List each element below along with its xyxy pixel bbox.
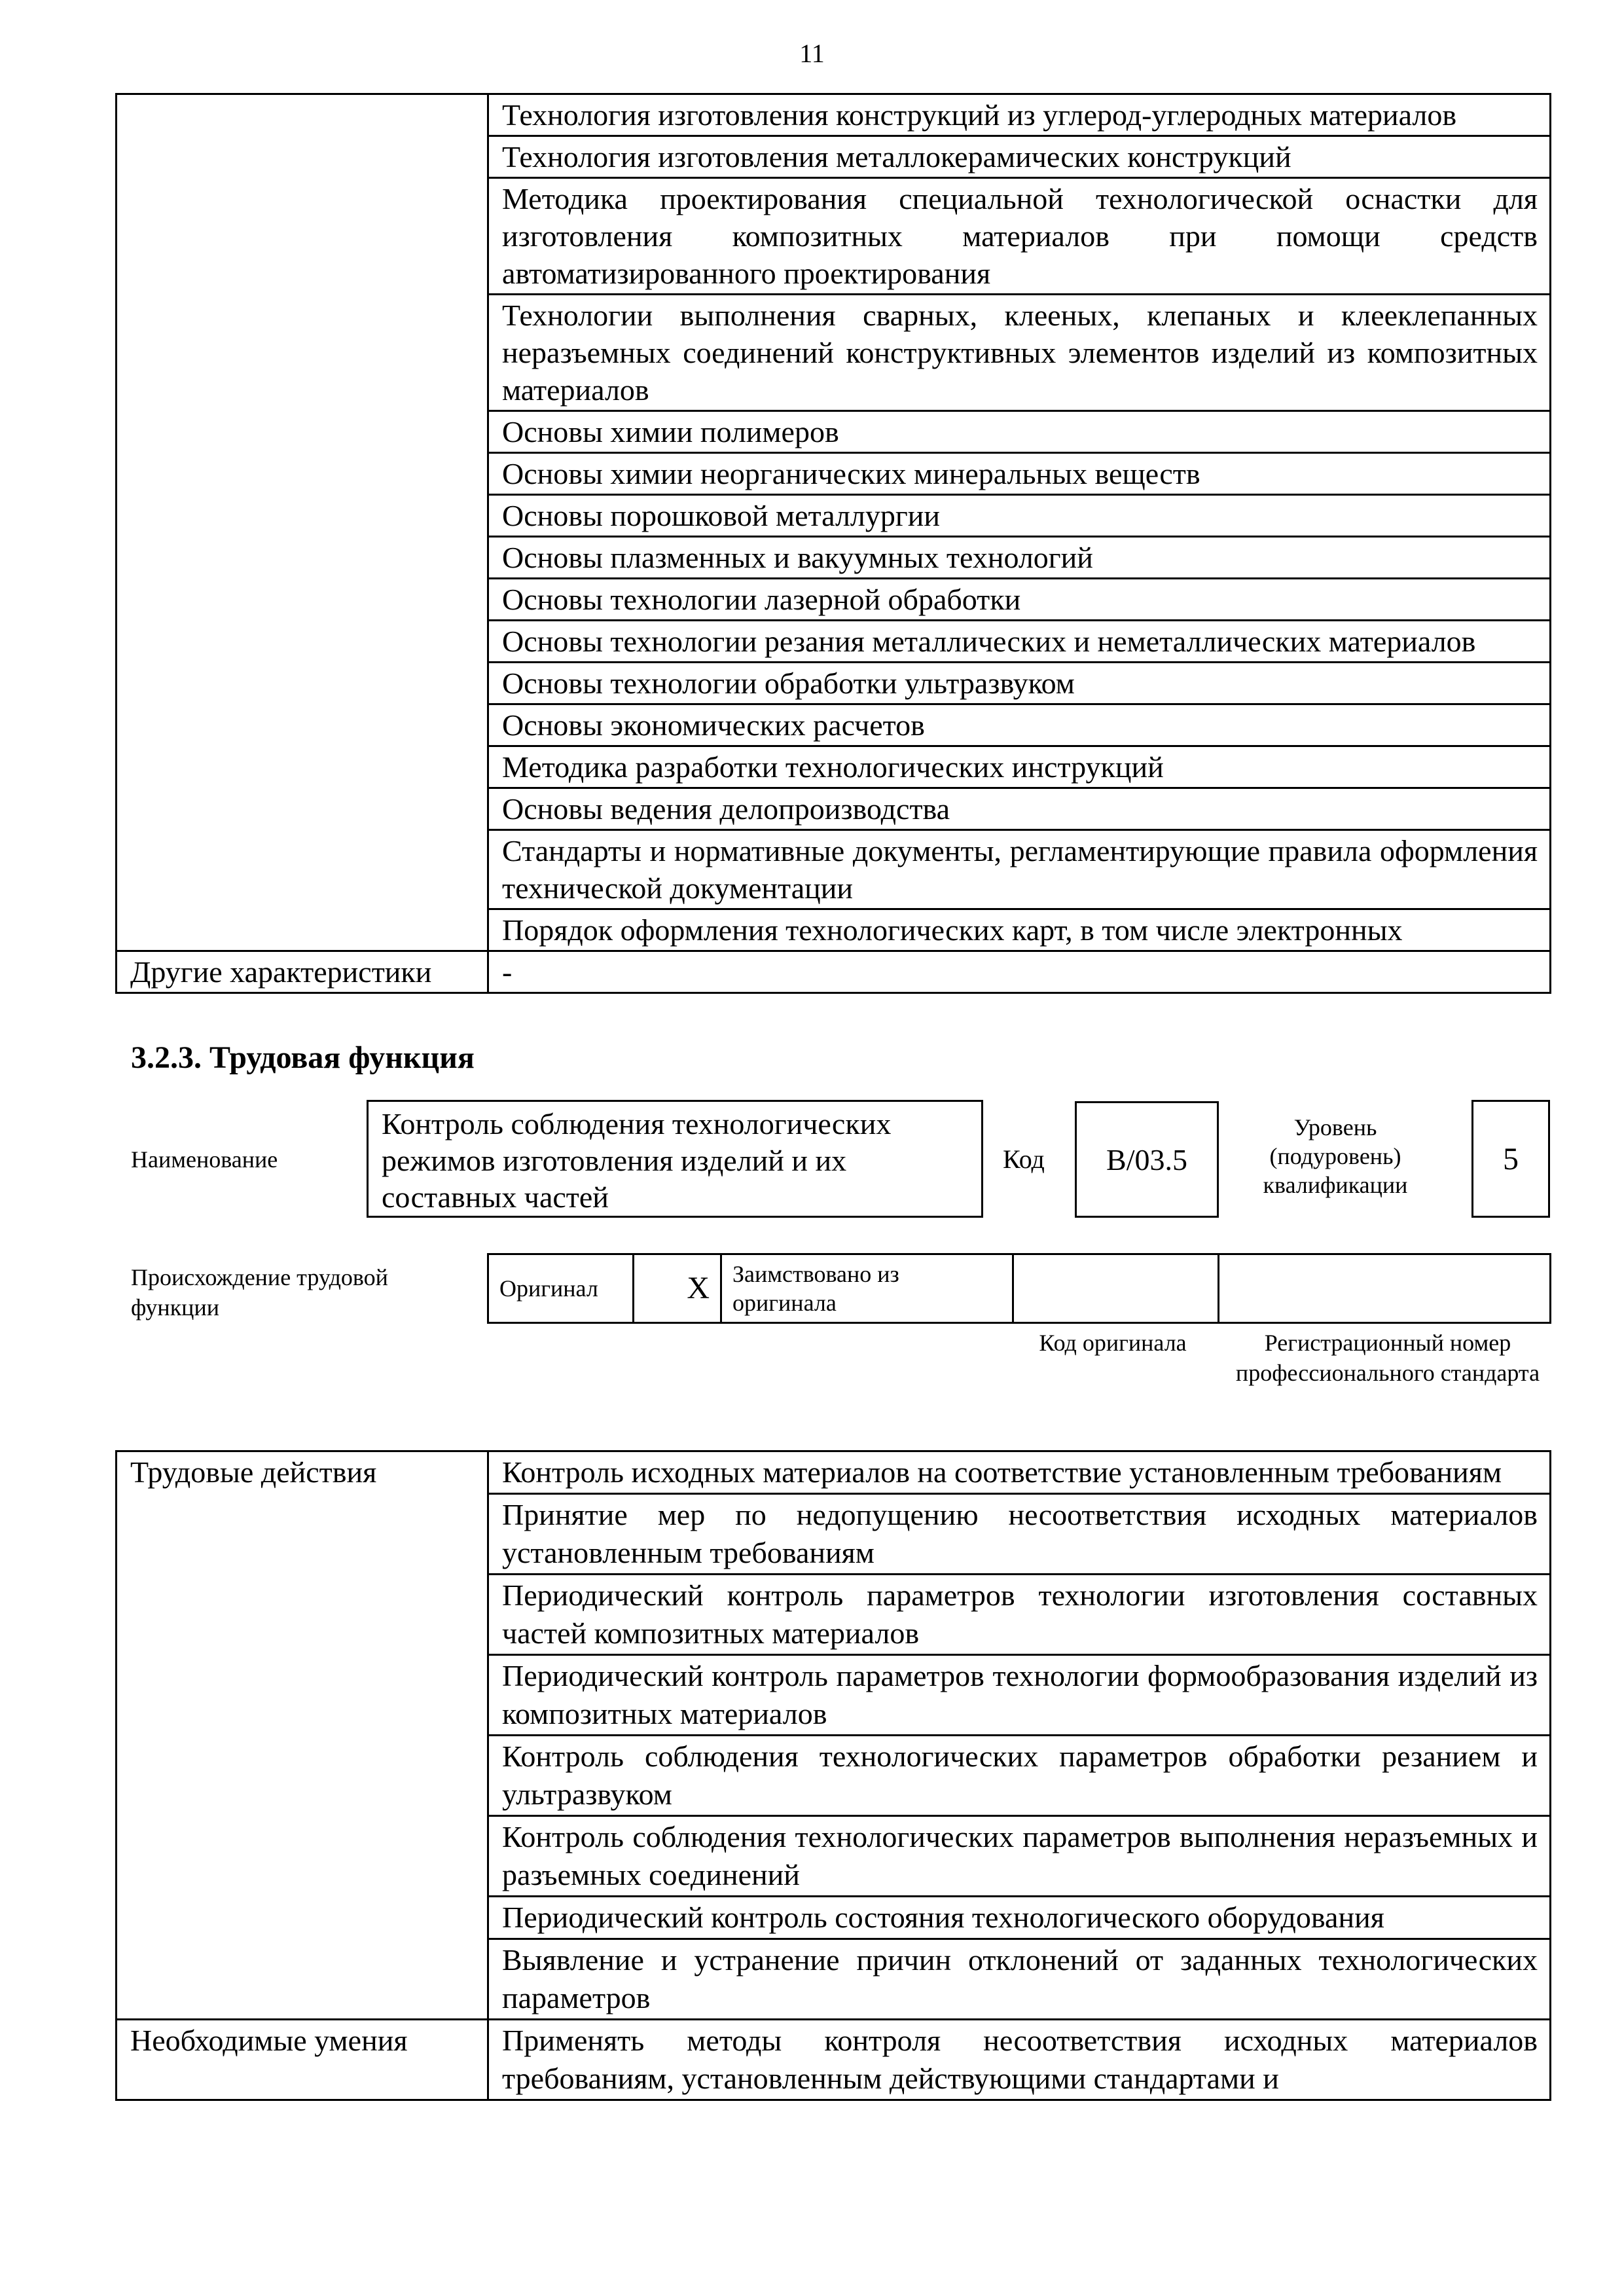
- knowledge-label-cell: [117, 94, 488, 951]
- table-row: [117, 951, 1551, 993]
- knowledge-item: Технология изготовления металлокерамических конструкций: [488, 136, 1551, 178]
- skill-item: Применять методы контроля несоответствия исходных материалов требованиям, установленным действующими стандартами и: [488, 2020, 1551, 2100]
- knowledge-item: Основы технологии резания металлических и неметаллических материалов: [488, 621, 1551, 663]
- original-code-cell: [1013, 1254, 1219, 1323]
- knowledge-item: Основы порошковой металлургии: [488, 495, 1551, 537]
- origin-label: Происхождение трудовой функции: [131, 1264, 388, 1321]
- knowledge-item: Основы химии неорганических минеральных веществ: [488, 453, 1551, 495]
- page-number: 11: [799, 39, 825, 68]
- name-label: Наименование: [131, 1146, 278, 1173]
- registration-number-cell: [1219, 1254, 1551, 1323]
- qualification-level-label: Уровень (подуровень) квалификации: [1263, 1114, 1408, 1198]
- original-code-caption: Код оригинала: [1039, 1330, 1187, 1356]
- other-characteristics-label: Другие характеристики: [117, 951, 488, 993]
- table-row: [117, 94, 1551, 136]
- registration-number-caption: Регистрационный номер профессионального стандарта: [1235, 1330, 1540, 1386]
- knowledge-item: Основы экономических расчетов: [488, 704, 1551, 746]
- skills-label: Необходимые умения: [117, 2020, 488, 2100]
- labor-action-item: Периодический контроль параметров технологии изготовления составных частей композитных материалов: [488, 1575, 1551, 1655]
- knowledge-item: Порядок оформления технологических карт, в том числе электронных: [488, 909, 1551, 951]
- knowledge-table: [115, 93, 1551, 994]
- labor-actions-table: [115, 1450, 1551, 2101]
- labor-action-item: Периодический контроль параметров технологии формообразования изделий из композитных материалов: [488, 1655, 1551, 1736]
- table-row: [117, 1451, 1551, 1494]
- code-label: Код: [1003, 1144, 1045, 1174]
- knowledge-item: Технология изготовления конструкций из углерод-углеродных материалов: [488, 94, 1551, 136]
- labor-actions-label: Трудовые действия: [117, 1451, 488, 2020]
- origin-table: [487, 1253, 1551, 1324]
- section-title: 3.2.3. Трудовая функция: [131, 1040, 475, 1075]
- code-box: B/03.5: [1075, 1101, 1219, 1218]
- labor-action-item: Контроль исходных материалов на соответствие установленным требованиям: [488, 1451, 1551, 1494]
- labor-action-item: Принятие мер по недопущению несоответствия исходных материалов установленным требованиям: [488, 1494, 1551, 1575]
- original-mark: X: [634, 1254, 721, 1323]
- knowledge-item: Технологии выполнения сварных, клееных, клепаных и клееклепанных неразъемных соединений конструктивных элементов изделий из композитных материалов: [488, 295, 1551, 411]
- borrowed-label: Заимствовано из оригинала: [721, 1254, 1013, 1323]
- labor-action-item: Выявление и устранение причин отклонений от заданных технологических параметров: [488, 1939, 1551, 2020]
- labor-action-item: Контроль соблюдения технологических параметров обработки резанием и ультразвуком: [488, 1736, 1551, 1816]
- knowledge-item: Основы ведения делопроизводства: [488, 788, 1551, 830]
- table-row: [117, 2020, 1551, 2100]
- knowledge-item: Основы технологии лазерной обработки: [488, 579, 1551, 621]
- table-row: [488, 1254, 1551, 1323]
- labor-action-item: Контроль соблюдения технологических параметров выполнения неразъемных и разъемных соединений: [488, 1816, 1551, 1897]
- knowledge-item: Стандарты и нормативные документы, регламентирующие правила оформления технической документации: [488, 830, 1551, 909]
- qualification-level-box: 5: [1471, 1100, 1550, 1218]
- knowledge-item: Методика проектирования специальной технологической оснастки для изготовления композитных материалов при помощи средств автоматизированного проектирования: [488, 178, 1551, 295]
- other-characteristics-value: -: [488, 951, 1551, 993]
- knowledge-item: Основы плазменных и вакуумных технологий: [488, 537, 1551, 579]
- knowledge-item: Методика разработки технологических инструкций: [488, 746, 1551, 788]
- knowledge-item: Основы химии полимеров: [488, 411, 1551, 453]
- knowledge-item: Основы технологии обработки ультразвуком: [488, 663, 1551, 704]
- function-name-box: Контроль соблюдения технологических режимов изготовления изделий и их составных частей: [367, 1100, 983, 1218]
- original-label: Оригинал: [488, 1254, 634, 1323]
- labor-action-item: Периодический контроль состояния технологического оборудования: [488, 1897, 1551, 1939]
